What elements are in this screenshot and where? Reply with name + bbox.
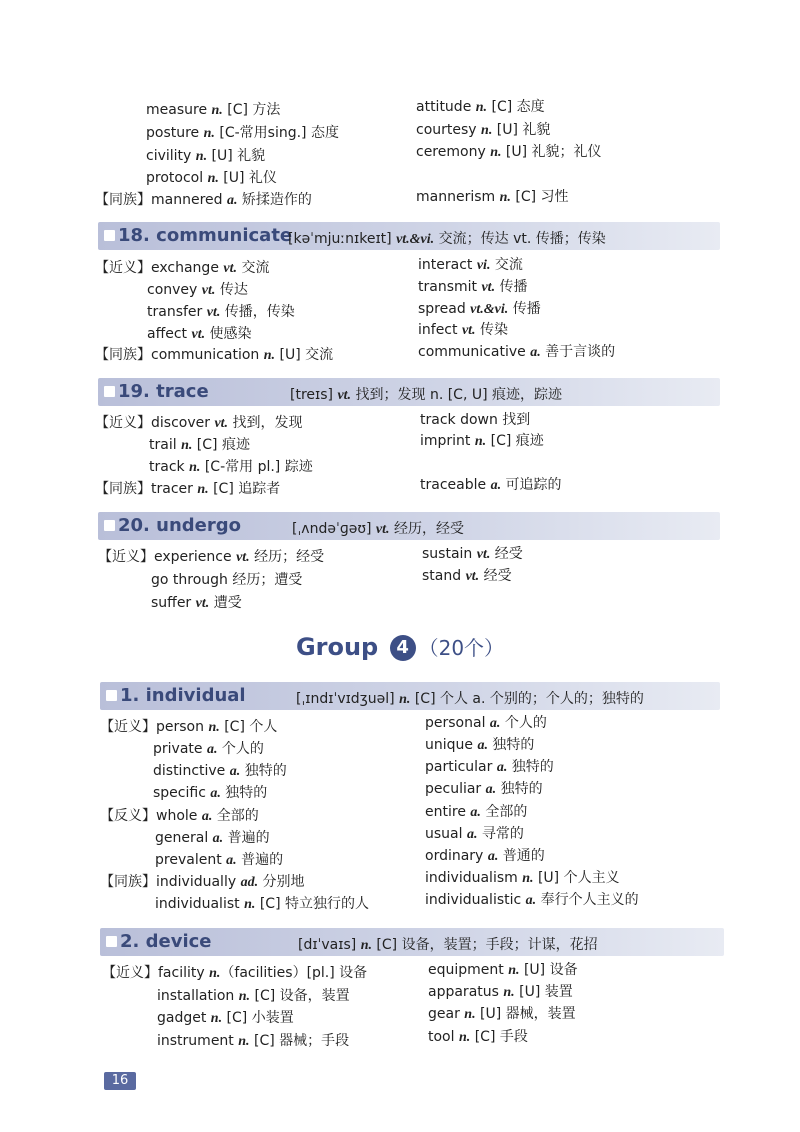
- tag-label: 【近义】: [95, 260, 151, 276]
- list-item: spread vt.&vi. 传播: [418, 301, 541, 317]
- list-item: individualism n. [U] 个人主义: [425, 870, 620, 886]
- tag-label: 【近义】: [100, 719, 156, 735]
- list-item: measure n. [C] 方法: [146, 102, 281, 118]
- group-number-badge: 4: [390, 635, 416, 661]
- list-item: sustain vt. 经受: [422, 546, 523, 562]
- tag-label: 【反义】: [100, 808, 156, 824]
- list-item: communicative a. 善于言谈的: [418, 344, 616, 360]
- list-item: gear n. [U] 器械，装置: [428, 1006, 576, 1022]
- tag-label: 【近义】: [95, 415, 151, 431]
- list-item: trail n. [C] 痕迹: [149, 437, 250, 453]
- list-item: suffer vt. 遭受: [151, 595, 242, 611]
- tag-label: 【同族】: [95, 347, 151, 363]
- list-item: infect vt. 传染: [418, 322, 509, 338]
- list-item: 【近义】exchange vt. 交流: [95, 260, 270, 276]
- checkbox-icon: [104, 520, 115, 531]
- tag-label: 【同族】: [95, 192, 151, 208]
- entry-title: 20. undergo: [118, 515, 242, 536]
- entry-definition: [ˌɪndɪˈvɪdʒuəl] n. [C] 个人 a. 个别的；个人的；独特的: [296, 691, 644, 707]
- entry-header-trace: [98, 378, 720, 406]
- list-item: equipment n. [U] 设备: [428, 962, 578, 978]
- list-item: 【近义】person n. [C] 个人: [100, 719, 278, 735]
- entry-header-communicate: [98, 222, 720, 250]
- list-item: courtesy n. [U] 礼貌: [416, 122, 551, 138]
- list-item: 【同族】tracer n. [C] 追踪者: [95, 481, 281, 497]
- list-item: stand vt. 经受: [422, 568, 512, 584]
- list-item: personal a. 个人的: [425, 715, 547, 731]
- tag-label: 【近义】: [98, 549, 154, 565]
- list-item: 【近义】facility n.（facilities）[pl.] 设备: [102, 965, 368, 981]
- page-number: 16: [104, 1072, 136, 1090]
- list-item: individualistic a. 奉行个人主义的: [425, 892, 639, 908]
- entry-title: 19. trace: [118, 381, 209, 402]
- list-item: gadget n. [C] 小装置: [157, 1010, 294, 1026]
- entry-definition: [treɪs] vt. 找到；发现 n. [C, U] 痕迹，踪迹: [290, 387, 563, 403]
- list-item: posture n. [C-常用sing.] 态度: [146, 125, 339, 141]
- list-item: 【同族】individually ad. 分别地: [100, 874, 305, 890]
- list-item: traceable a. 可追踪的: [420, 477, 562, 493]
- checkbox-icon: [104, 230, 115, 241]
- list-item: unique a. 独特的: [425, 737, 535, 753]
- entry-definition: [kəˈmjuːnɪkeɪt] vt.&vi. 交流；传达 vt. 传播；传染: [288, 231, 606, 247]
- entry-title: 1. individual: [120, 685, 246, 706]
- list-item: individualist n. [C] 特立独行的人: [155, 896, 369, 912]
- list-item: ordinary a. 普通的: [425, 848, 545, 864]
- list-item: ceremony n. [U] 礼貌；礼仪: [416, 144, 602, 160]
- list-item: track down 找到: [420, 412, 531, 428]
- tag-label: 【同族】: [95, 481, 151, 497]
- tag-label: 【同族】: [100, 874, 156, 890]
- list-item: installation n. [C] 设备，装置: [157, 988, 350, 1004]
- list-item: prevalent a. 普遍的: [155, 852, 284, 868]
- list-item: go through 经历；遭受: [151, 572, 303, 588]
- entry-definition: [dɪˈvaɪs] n. [C] 设备，装置；手段；计谋，花招: [298, 937, 598, 953]
- list-item: imprint n. [C] 痕迹: [420, 433, 544, 449]
- group-heading: Group 4 （20个）: [295, 633, 505, 661]
- list-item: specific a. 独特的: [153, 785, 268, 801]
- checkbox-icon: [106, 690, 117, 701]
- list-item: peculiar a. 独特的: [425, 781, 543, 797]
- entry-title: 2. device: [120, 931, 212, 952]
- list-item: affect vt. 使感染: [147, 326, 252, 342]
- list-item: 【近义】experience vt. 经历；经受: [98, 549, 325, 565]
- entry-definition: [ˌʌndəˈɡəʊ] vt. 经历，经受: [292, 521, 464, 537]
- list-item: 【同族】communication n. [U] 交流: [95, 347, 334, 363]
- list-item: protocol n. [U] 礼仪: [146, 170, 277, 186]
- list-item: instrument n. [C] 器械；手段: [157, 1033, 350, 1049]
- list-item: civility n. [U] 礼貌: [146, 148, 266, 164]
- list-item: tool n. [C] 手段: [428, 1029, 528, 1045]
- list-item: transfer vt. 传播，传染: [147, 304, 295, 320]
- list-item: convey vt. 传达: [147, 282, 248, 298]
- list-item: 【近义】discover vt. 找到，发现: [95, 415, 303, 431]
- entry-header-device: [100, 928, 724, 956]
- list-item: track n. [C-常用 pl.] 踪迹: [149, 459, 313, 475]
- list-item: interact vi. 交流: [418, 257, 523, 273]
- entry-title: 18. communicate: [118, 225, 293, 246]
- list-item: apparatus n. [U] 装置: [428, 984, 573, 1000]
- list-item: usual a. 寻常的: [425, 826, 524, 842]
- group-count: （20个）: [418, 636, 505, 660]
- list-item: private a. 个人的: [153, 741, 264, 757]
- list-item: transmit vt. 传播: [418, 279, 528, 295]
- entry-header-individual: [100, 682, 720, 710]
- list-item: 【反义】whole a. 全部的: [100, 808, 259, 824]
- list-item: entire a. 全部的: [425, 804, 528, 820]
- list-item: attitude n. [C] 态度: [416, 99, 545, 115]
- list-item: 【同族】mannered a. 矫揉造作的: [95, 192, 312, 208]
- list-item: particular a. 独特的: [425, 759, 554, 775]
- entry-header-undergo: [98, 512, 720, 540]
- checkbox-icon: [106, 936, 117, 947]
- list-item: distinctive a. 独特的: [153, 763, 287, 779]
- list-item: mannerism n. [C] 习性: [416, 189, 569, 205]
- tag-label: 【近义】: [102, 965, 158, 981]
- checkbox-icon: [104, 386, 115, 397]
- list-item: general a. 普遍的: [155, 830, 270, 846]
